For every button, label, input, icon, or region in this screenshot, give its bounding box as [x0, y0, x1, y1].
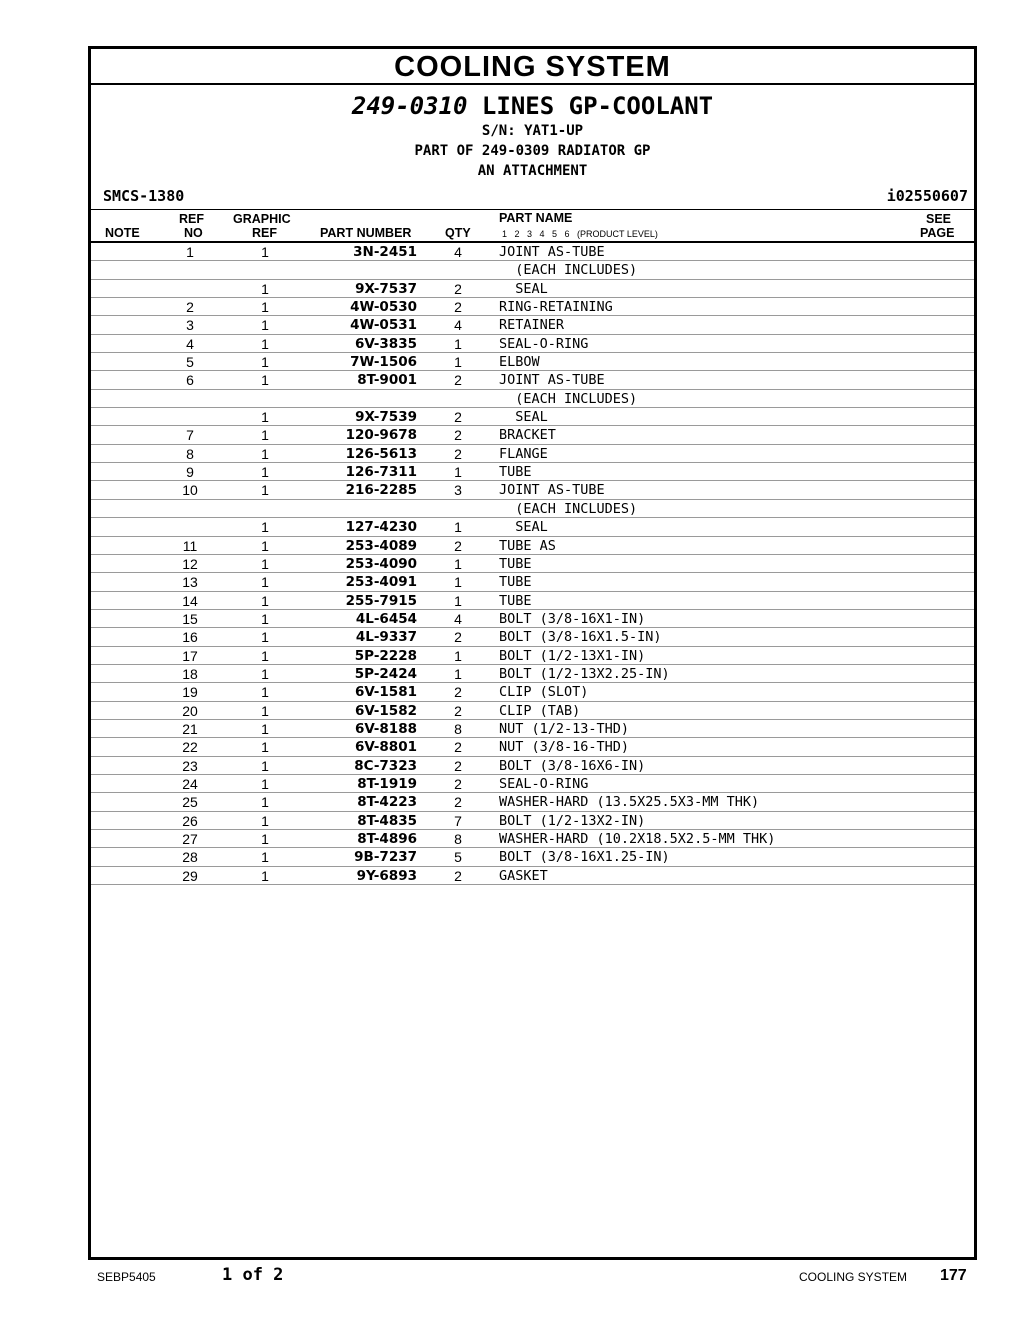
part-name: CLIP (TAB) [499, 702, 581, 719]
table-row [91, 390, 974, 408]
table-row [91, 371, 974, 389]
ref-no: 6 [186, 372, 194, 389]
part-name: FLANGE [499, 445, 548, 462]
part-name: JOINT AS-TUBE [499, 372, 605, 389]
quantity: 1 [454, 335, 462, 352]
part-number: 6V-8801 [354, 739, 417, 756]
table-row [91, 518, 974, 536]
part-name: WASHER-HARD (10.2X18.5X2.5-MM THK) [499, 831, 776, 847]
table-row [91, 738, 974, 756]
quantity: 1 [454, 647, 462, 664]
footer-section: COOLING SYSTEM [799, 1270, 908, 1284]
table-row [91, 261, 974, 279]
part-name: CLIP (SLOT) [499, 684, 589, 701]
quantity: 2 [454, 757, 462, 774]
part-name: SEAL-O-RING [499, 335, 589, 352]
quantity: 2 [454, 445, 462, 462]
part-number: 3N-2451 [353, 244, 417, 260]
part-number: 6V-1581 [354, 684, 417, 701]
ref-no: 28 [182, 849, 198, 866]
ref-no: 20 [182, 702, 198, 719]
parts-list [91, 243, 974, 885]
graphic-ref: 1 [261, 812, 269, 829]
footer-page-number: 177 [940, 1267, 967, 1284]
part-number: 8T-4223 [357, 794, 417, 811]
graphic-ref: 1 [261, 519, 269, 536]
part-number: 255-7915 [345, 592, 417, 609]
ref-no: 10 [182, 482, 198, 499]
ref-no: 27 [182, 831, 198, 847]
graphic-ref: 1 [261, 629, 269, 646]
quantity: 4 [454, 244, 462, 260]
part-number: 126-7311 [345, 464, 417, 481]
part-number: 6V-8188 [354, 720, 417, 737]
header-product-levels: 1 2 3 4 5 6 (PRODUCT LEVEL) [502, 229, 658, 239]
part-name: BOLT (1/2-13X2-IN) [499, 812, 646, 829]
ref-no: 4 [186, 335, 194, 352]
quantity: 2 [454, 629, 462, 646]
quantity: 2 [454, 739, 462, 756]
quantity: 2 [454, 702, 462, 719]
part-name: (EACH INCLUDES) [499, 500, 638, 517]
table-row [91, 426, 974, 444]
part-name: RING-RETAINING [499, 299, 613, 316]
part-number: 253-4091 [345, 574, 417, 591]
part-number: 127-4230 [345, 519, 417, 536]
table-row [91, 812, 974, 830]
footer-doc-id: SEBP5405 [97, 1270, 156, 1284]
table-row [91, 408, 974, 426]
table-row [91, 848, 974, 866]
table-row [91, 555, 974, 573]
quantity: 8 [454, 720, 462, 737]
part-name: TUBE [499, 464, 532, 481]
ref-no: 1 [186, 244, 194, 260]
table-header [91, 209, 974, 243]
part-number: 9X-7539 [355, 409, 417, 426]
quantity: 1 [454, 665, 462, 682]
ref-no: 13 [182, 574, 198, 591]
graphic-ref: 1 [261, 464, 269, 481]
quantity: 1 [454, 519, 462, 536]
part-name: BOLT (1/2-13X1-IN) [499, 647, 646, 664]
graphic-ref: 1 [261, 867, 269, 884]
ref-no: 29 [182, 867, 198, 884]
quantity: 7 [454, 812, 462, 829]
table-row [91, 775, 974, 793]
part-name: (EACH INCLUDES) [499, 262, 638, 279]
serial-range: S/N: YAT1-UP [481, 123, 584, 139]
part-name: TUBE [499, 592, 532, 609]
graphic-ref: 1 [261, 794, 269, 811]
part-number: 4L-6454 [355, 610, 417, 627]
attachment-line: AN ATTACHMENT [477, 163, 588, 179]
part-number: 8C-7323 [354, 757, 417, 774]
part-number: 8T-4835 [357, 812, 417, 829]
part-name: JOINT AS-TUBE [499, 482, 605, 499]
part-name: NUT (3/8-16-THD) [499, 739, 630, 756]
part-name: GASKET [499, 867, 548, 884]
part-number: 5P-2424 [354, 665, 417, 682]
ref-no: 11 [182, 537, 198, 554]
graphic-ref: 1 [261, 335, 269, 352]
part-name: SEAL [499, 409, 548, 426]
group-name: LINES GP-COOLANT [481, 92, 714, 120]
ref-no: 17 [182, 647, 198, 664]
table-row [91, 720, 974, 738]
graphic-ref: 1 [261, 757, 269, 774]
part-number: 7W-1506 [350, 354, 417, 371]
graphic-ref: 1 [261, 354, 269, 371]
graphic-ref: 1 [261, 647, 269, 664]
ref-no: 19 [182, 684, 198, 701]
graphic-ref: 1 [261, 299, 269, 316]
table-row [91, 481, 974, 499]
part-of-line: PART OF 249-0309 RADIATOR GP [414, 143, 651, 159]
part-name: BOLT (3/8-16X6-IN) [499, 757, 646, 774]
part-name: NUT (1/2-13-THD) [499, 720, 630, 737]
table-row [91, 298, 974, 316]
graphic-ref: 1 [261, 555, 269, 572]
ref-no: 26 [182, 812, 198, 829]
table-row [91, 243, 974, 261]
section-title: COOLING SYSTEM [91, 49, 974, 85]
quantity: 1 [454, 555, 462, 572]
graphic-ref: 1 [261, 684, 269, 701]
ref-no: 8 [186, 445, 194, 462]
part-name: SEAL [499, 280, 548, 297]
ref-no: 2 [186, 299, 194, 316]
part-number: 126-5613 [345, 445, 417, 462]
part-number: 4L-9337 [355, 629, 417, 646]
ref-no: 7 [186, 427, 194, 444]
quantity: 2 [454, 409, 462, 426]
part-number: 8T-1919 [357, 775, 417, 792]
part-number: 6V-3835 [354, 335, 417, 352]
part-number: 9Y-6893 [356, 867, 417, 884]
part-number: 8T-9001 [357, 372, 417, 389]
table-row [91, 757, 974, 775]
graphic-ref: 1 [261, 427, 269, 444]
ref-no: 5 [186, 354, 194, 371]
graphic-ref: 1 [261, 720, 269, 737]
part-name: ELBOW [499, 354, 540, 371]
table-row [91, 500, 974, 518]
graphic-ref: 1 [261, 665, 269, 682]
part-name: RETAINER [499, 317, 565, 334]
header-part-name: PART NAME [499, 211, 573, 225]
ref-no: 15 [182, 610, 198, 627]
table-row [91, 683, 974, 701]
quantity: 8 [454, 831, 462, 847]
quantity: 4 [454, 610, 462, 627]
illustration-id: i02550607 [886, 187, 968, 205]
header-qty: QTY [445, 226, 471, 240]
quantity: 5 [454, 849, 462, 866]
quantity: 2 [454, 299, 462, 316]
ref-no: 22 [182, 739, 198, 756]
table-row [91, 316, 974, 334]
part-number: 4W-0531 [350, 317, 417, 334]
part-name: TUBE [499, 555, 532, 572]
part-name: SEAL [499, 519, 548, 536]
part-name: BOLT (3/8-16X1.5-IN) [499, 629, 662, 646]
part-name: (EACH INCLUDES) [499, 390, 638, 407]
table-row [91, 573, 974, 591]
quantity: 1 [454, 592, 462, 609]
part-name: JOINT AS-TUBE [499, 244, 605, 260]
graphic-ref: 1 [261, 244, 269, 260]
header-part-number: PART NUMBER [320, 226, 412, 240]
part-number: 4W-0530 [350, 299, 417, 316]
table-row [91, 280, 974, 298]
graphic-ref: 1 [261, 702, 269, 719]
ref-no: 23 [182, 757, 198, 774]
part-name: SEAL-O-RING [499, 775, 589, 792]
ref-no: 16 [182, 629, 198, 646]
graphic-ref: 1 [261, 317, 269, 334]
ref-no: 18 [182, 665, 198, 682]
ref-no: 12 [182, 555, 198, 572]
part-name: TUBE AS [499, 537, 556, 554]
quantity: 2 [454, 775, 462, 792]
quantity: 1 [454, 464, 462, 481]
quantity: 2 [454, 794, 462, 811]
header-graphic-top: GRAPHIC [233, 212, 291, 226]
table-row [91, 665, 974, 683]
parts-page-frame [88, 46, 977, 1260]
part-number: 5P-2228 [354, 647, 417, 664]
part-name: BOLT (1/2-13X2.25-IN) [499, 665, 670, 682]
part-number: 120-9678 [345, 427, 417, 444]
table-row [91, 793, 974, 811]
graphic-ref: 1 [261, 849, 269, 866]
header-graphic-bottom: REF [252, 226, 277, 240]
page-footer [0, 1265, 1020, 1289]
table-row [91, 445, 974, 463]
footer-page-of: 1 of 2 [222, 1265, 284, 1285]
part-number: 253-4089 [345, 537, 417, 554]
part-name: BOLT (3/8-16X1-IN) [499, 610, 646, 627]
part-number: 253-4090 [345, 555, 417, 572]
graphic-ref: 1 [261, 775, 269, 792]
part-name: TUBE [499, 574, 532, 591]
part-number: 9B-7237 [354, 849, 417, 866]
code-row [91, 187, 974, 209]
part-number: 216-2285 [345, 482, 417, 499]
table-row [91, 335, 974, 353]
header-see-bottom: PAGE [920, 226, 955, 240]
table-row [91, 628, 974, 646]
graphic-ref: 1 [261, 445, 269, 462]
table-row [91, 610, 974, 628]
graphic-ref: 1 [261, 482, 269, 499]
part-number: 8T-4896 [357, 831, 417, 847]
table-row [91, 830, 974, 848]
quantity: 3 [454, 482, 462, 499]
table-row [91, 647, 974, 665]
quantity: 2 [454, 372, 462, 389]
graphic-ref: 1 [261, 409, 269, 426]
graphic-ref: 1 [261, 610, 269, 627]
table-row [91, 702, 974, 720]
header-see-top: SEE [926, 212, 952, 226]
header-ref-top: REF [179, 212, 204, 226]
part-name: WASHER-HARD (13.5X25.5X3-MM THK) [499, 794, 760, 811]
graphic-ref: 1 [261, 739, 269, 756]
part-name: BOLT (3/8-16X1.25-IN) [499, 849, 670, 866]
graphic-ref: 1 [261, 592, 269, 609]
ref-no: 3 [186, 317, 194, 334]
table-row [91, 463, 974, 481]
part-name: BRACKET [499, 427, 556, 444]
quantity: 2 [454, 684, 462, 701]
graphic-ref: 1 [261, 831, 269, 847]
table-row [91, 353, 974, 371]
ref-no: 9 [186, 464, 194, 481]
ref-no: 25 [182, 794, 198, 811]
quantity: 2 [454, 280, 462, 297]
table-row [91, 867, 974, 885]
ref-no: 24 [182, 775, 198, 792]
ref-no: 21 [182, 720, 198, 737]
part-number: 9X-7537 [355, 280, 417, 297]
quantity: 2 [454, 427, 462, 444]
header-ref-bottom: NO [184, 226, 203, 240]
quantity: 1 [454, 354, 462, 371]
table-row [91, 537, 974, 555]
graphic-ref: 1 [261, 372, 269, 389]
graphic-ref: 1 [261, 537, 269, 554]
table-row [91, 592, 974, 610]
quantity: 4 [454, 317, 462, 334]
ref-no: 14 [182, 592, 198, 609]
graphic-ref: 1 [261, 574, 269, 591]
header-note: NOTE [105, 226, 140, 240]
quantity: 1 [454, 574, 462, 591]
quantity: 2 [454, 537, 462, 554]
group-title [91, 91, 974, 121]
quantity: 2 [454, 867, 462, 884]
smcs-code: SMCS-1380 [103, 187, 185, 205]
group-part-number: 249-0310 [351, 92, 468, 120]
graphic-ref: 1 [261, 280, 269, 297]
part-number: 6V-1582 [354, 702, 417, 719]
